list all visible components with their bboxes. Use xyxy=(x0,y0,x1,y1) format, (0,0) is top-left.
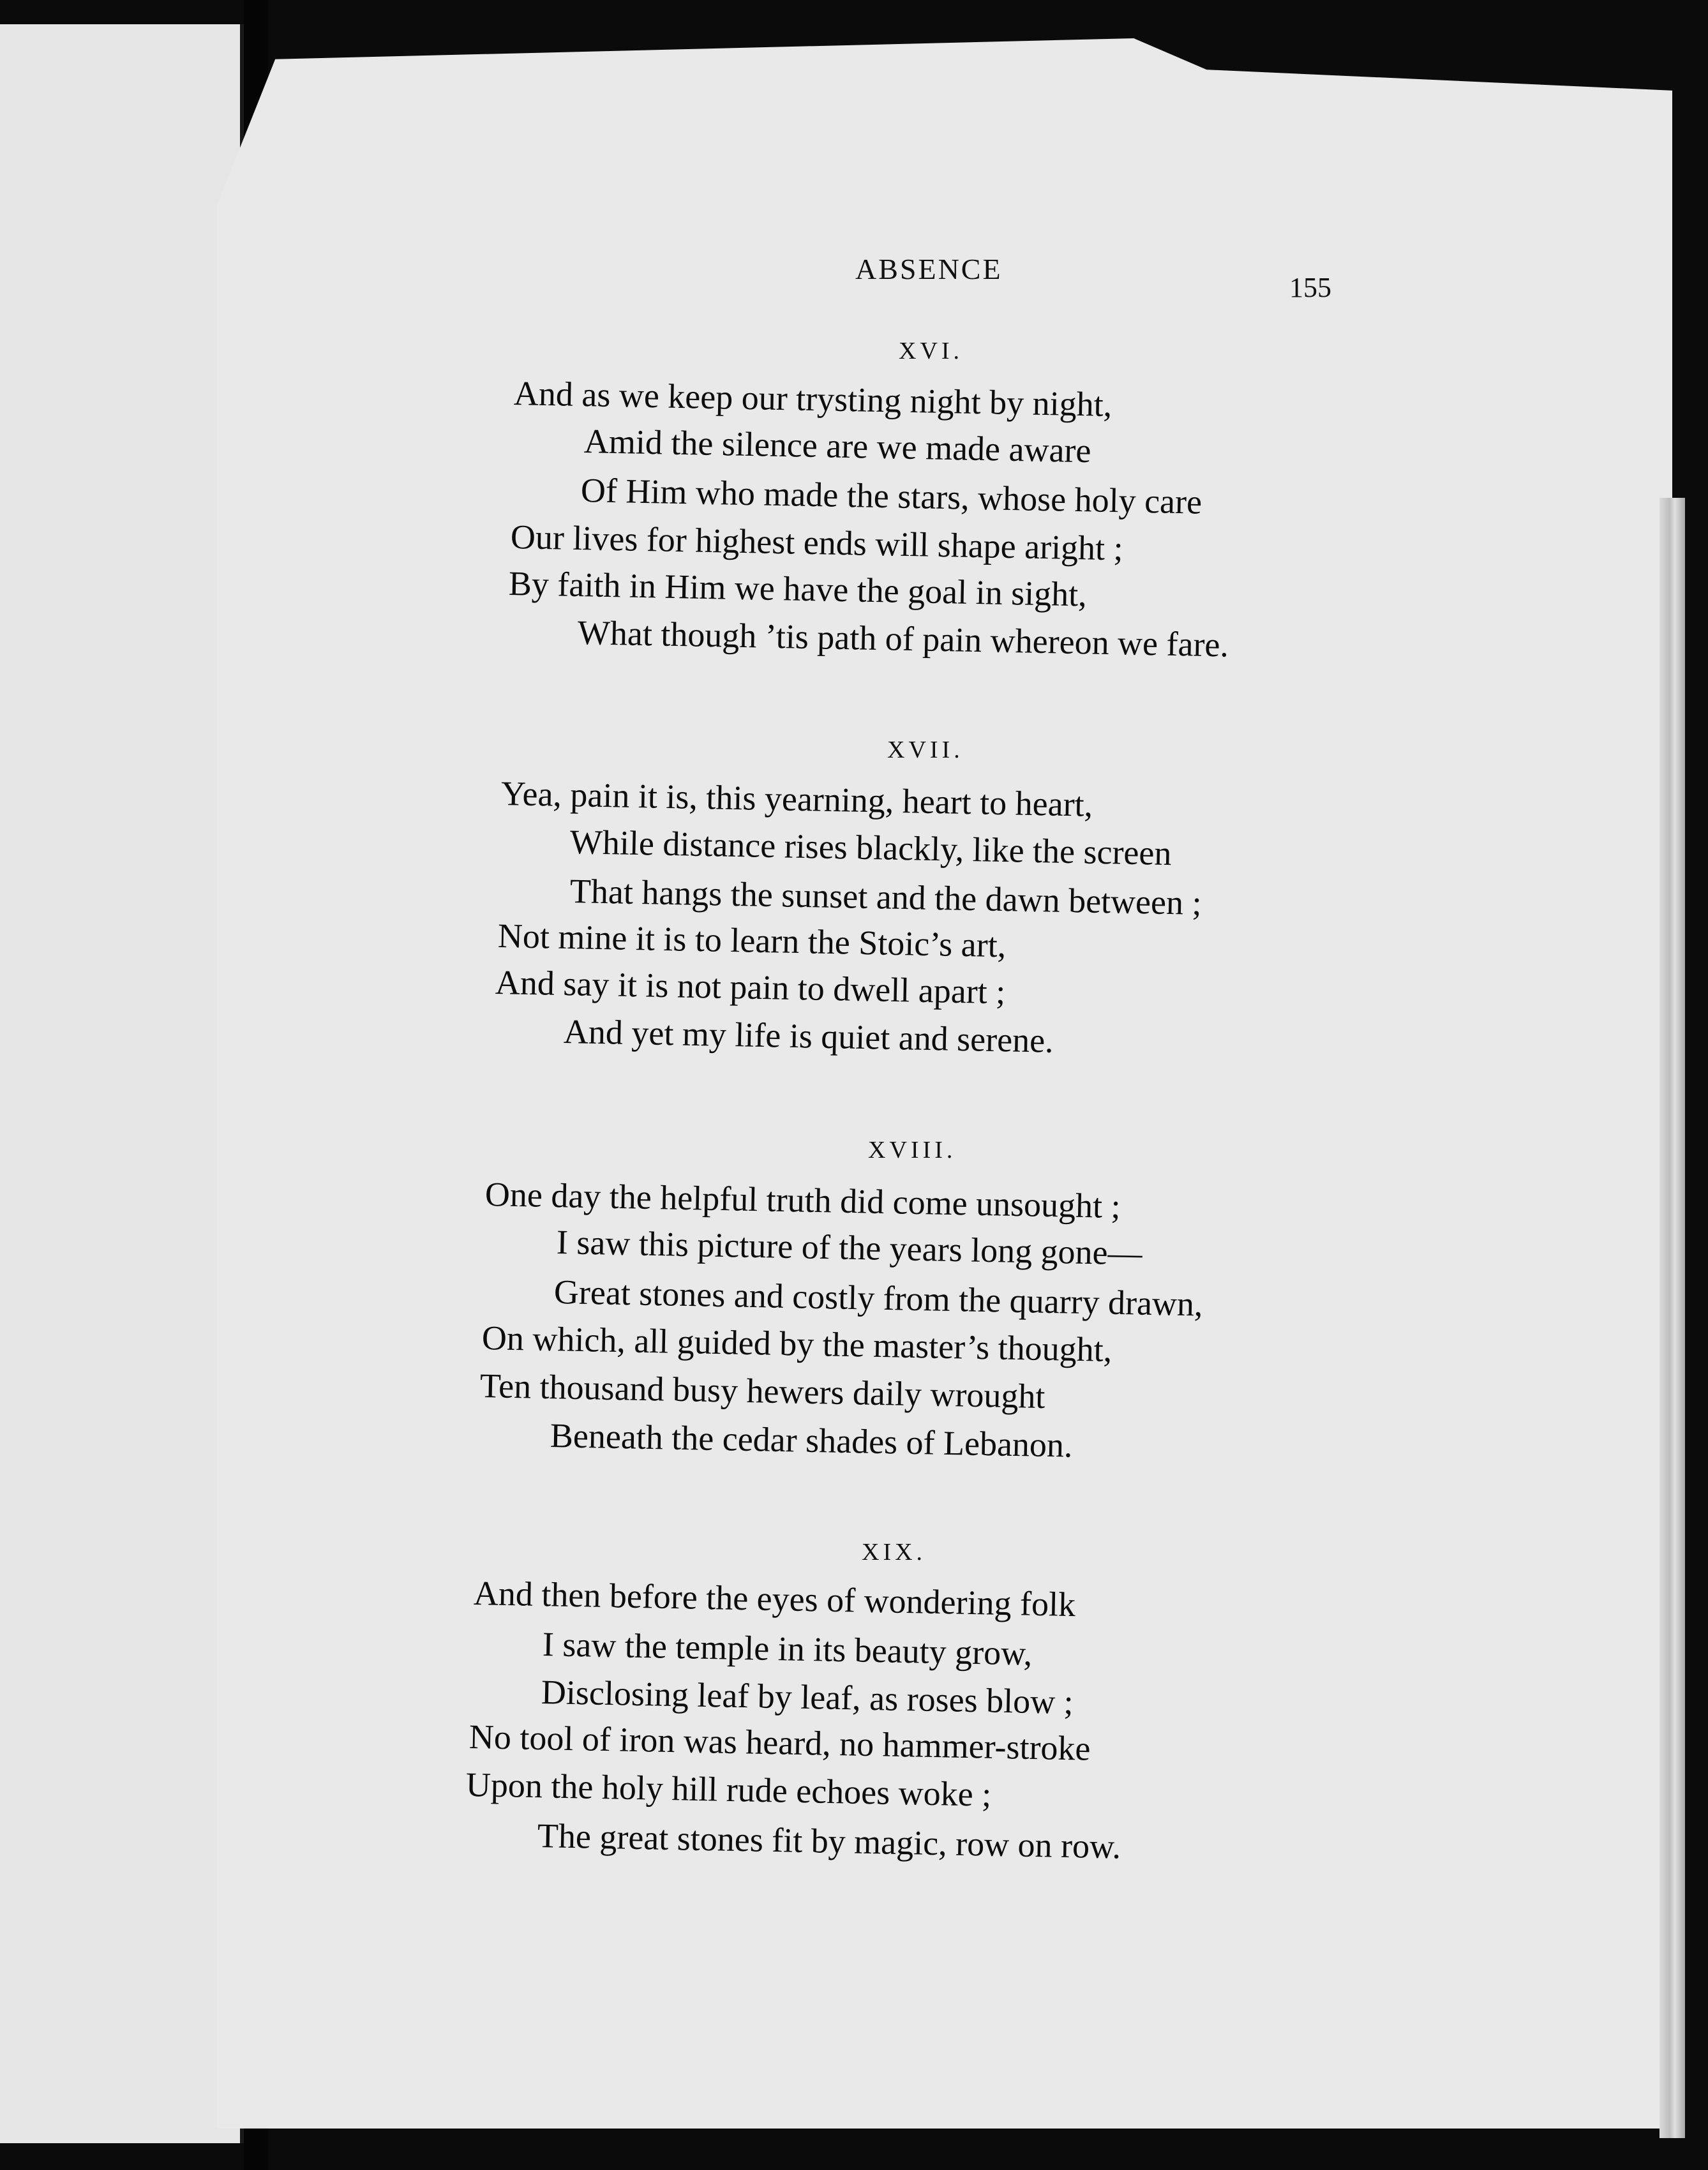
stanza-number: XIX. xyxy=(862,1539,927,1566)
stanza-number: XVIII. xyxy=(868,1137,957,1164)
poem-line: And say it is not pain to dwell apart ; xyxy=(495,963,1006,1012)
stanza-number: XVI. xyxy=(899,338,964,364)
poem-line: On which, all guided by the master’s thought, xyxy=(481,1319,1112,1369)
running-head: ABSENCE xyxy=(855,253,1003,285)
page-number: 155 xyxy=(1289,272,1331,303)
poem-line: And as we keep our trysting night by night, xyxy=(513,374,1112,424)
poem-line: And then before the eyes of wondering folk xyxy=(473,1574,1076,1624)
poem-line: Beneath the cedar shades of Lebanon. xyxy=(550,1416,1074,1465)
left-page-edge xyxy=(0,24,244,2143)
poem-line: Amid the silence are we made aware xyxy=(583,422,1092,470)
page-stack-edge xyxy=(1659,498,1685,2138)
poem-line: Not mine it is to learn the Stoic’s art, xyxy=(497,917,1007,965)
poem-line: That hangs the sunset and the dawn between ; xyxy=(569,872,1202,922)
poem-line: I saw this picture of the years long gone— xyxy=(556,1223,1143,1273)
poem-line: What though ’tis path of pain whereon we fare. xyxy=(577,613,1229,664)
poem-line: Of Him who made the stars, whose holy care xyxy=(580,471,1202,521)
poem-line: Disclosing leaf by leaf, as roses blow ; xyxy=(541,1673,1074,1722)
poem-line: Ten thousand busy hewers daily wrought xyxy=(479,1366,1045,1416)
poem-line: No tool of iron was heard, no hammer-stroke xyxy=(468,1717,1091,1768)
poem-line: Upon the holy hill rude echoes woke ; xyxy=(465,1765,992,1814)
poem-line: Yea, pain it is, this yearning, heart to heart, xyxy=(500,774,1093,824)
poem-line: By faith in Him we have the goal in sight, xyxy=(508,564,1088,614)
poem-line: And yet my life is quiet and serene. xyxy=(563,1012,1054,1060)
stanza-number: XVII. xyxy=(887,737,964,763)
poem-line: Our lives for highest ends will shape aright ; xyxy=(510,518,1124,568)
poem-line: I saw the temple in its beauty grow, xyxy=(542,1625,1033,1673)
poem-line: The great stones fit by magic, row on row. xyxy=(537,1816,1121,1866)
poem-line: Great stones and costly from the quarry drawn, xyxy=(553,1273,1204,1324)
poem-line: While distance rises blackly, like the screen xyxy=(569,823,1172,873)
poem-line: One day the helpful truth did come unsought ; xyxy=(484,1175,1121,1226)
